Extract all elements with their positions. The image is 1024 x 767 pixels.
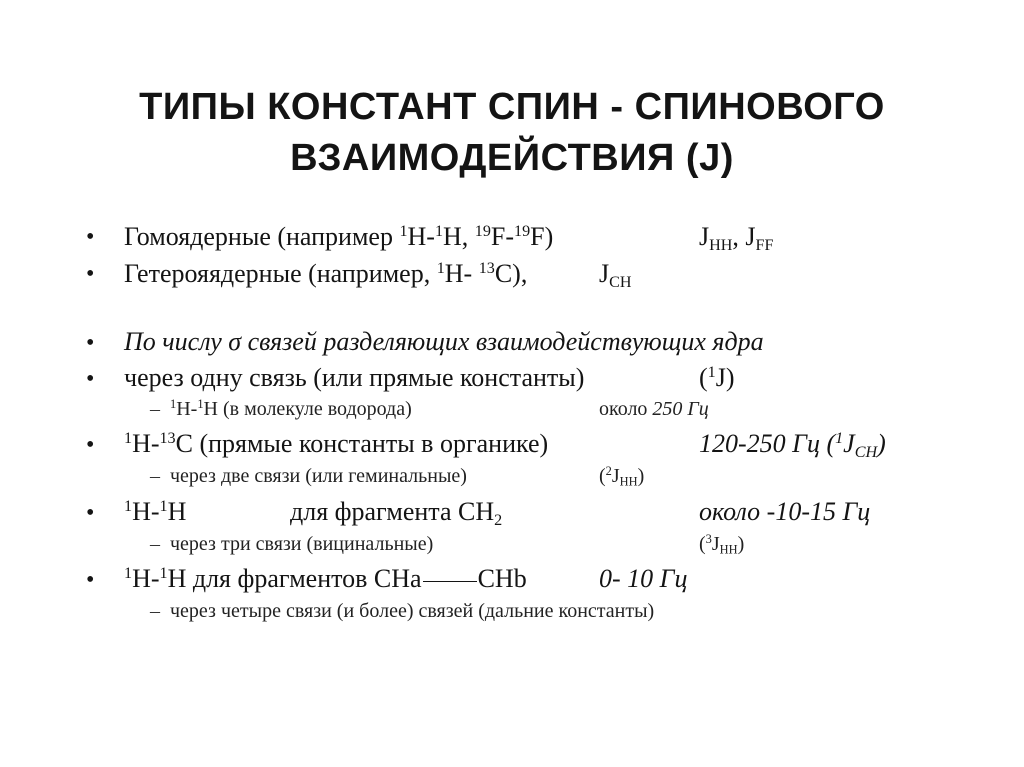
bond-line (423, 581, 477, 582)
title-line-1: ТИПЫ КОНСТАНТ СПИН - СПИНОВОГО (139, 86, 885, 128)
dash-icon: – (150, 465, 160, 487)
hh-cha-item: $^1$H-$^1$H для фрагментов CHa CHb (124, 564, 527, 593)
title-line-2: ВЗАИМОДЕЙСТВИЯ (J) (290, 137, 734, 179)
bullet-icon: • (86, 567, 95, 593)
hc-value: 120-250 Гц $(^1J_{CH})$ (699, 429, 886, 461)
two-bonds-subitem: через две связи (или геминальные) (170, 465, 467, 487)
four-bonds-subitem: через четыре связи (и более) связей (дальние константы) (170, 600, 655, 622)
one-bond-item: через одну связь (или прямые константы) (124, 363, 585, 392)
bullet-icon: • (86, 224, 95, 250)
hh-ch2-item: $^1$H-$^1$H (124, 497, 187, 526)
heteronuclear-constant: $J_{CH}$ (599, 259, 632, 291)
h2-subitem: $^1$H-$^1$H (в молекуле водорода) (170, 397, 412, 420)
by-bonds-heading: По числу σ связей разделяющих взаимодействующих ядра (124, 327, 764, 356)
bullet-icon: • (86, 261, 95, 287)
sigma-symbol: σ (228, 327, 242, 356)
one-bond-constant: ($^1$J) (699, 363, 735, 392)
h2-value: около 250 Гц (599, 398, 709, 420)
dash-icon: – (150, 533, 160, 555)
homonuclear-constants: $J_{HH}$, $J_{FF}$ (699, 222, 774, 254)
homonuclear-item: Гомоядерные (например $^1$H-$^1$H, $^{19}$F-$^{19}$F) (124, 222, 554, 251)
dash-icon: – (150, 398, 160, 420)
bullet-icon: • (86, 330, 95, 356)
bullet-icon: • (86, 432, 95, 458)
heteronuclear-item: Гетерояядерные (например, $^1$H- $^{13}$C), (124, 259, 528, 288)
two-bonds-constant: $(^2J_{HH})$ (599, 464, 645, 489)
slide-title (0, 82, 1024, 184)
hh-ch2-value: около -10-15 Гц (699, 497, 871, 526)
three-bonds-constant: $(^3J_{HH})$ (699, 532, 745, 557)
hh-ch2-fragment: для фрагмента $CH_2$ (290, 497, 503, 529)
three-bonds-subitem: через три связи (вицинальные) (170, 533, 434, 555)
bullet-icon: • (86, 500, 95, 526)
hc-item: $^1$H-$^{13}$C (прямые константы в органике) (124, 429, 549, 458)
bullet-icon: • (86, 366, 95, 392)
dash-icon: – (150, 600, 160, 622)
hh-cha-value: 0- 10 Гц (599, 564, 688, 593)
